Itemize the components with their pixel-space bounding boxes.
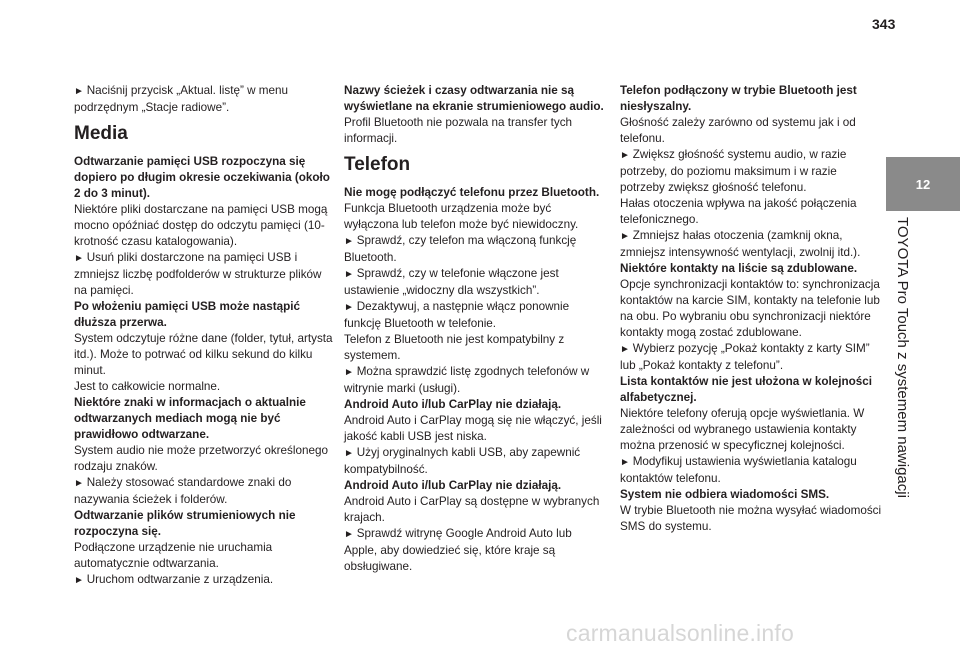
bullet-text: ► Należy stosować standardowe znaki do nazywania ścieżek i folderów. <box>74 475 336 508</box>
column-3 <box>620 83 882 535</box>
question-heading: Nazwy ścieżek i czasy odtwarzania nie są wyświetlane na ekranie strumieniowego audio. <box>344 84 604 113</box>
question-heading: Telefon podłączony w trybie Bluetooth jest niesłyszalny. <box>620 84 857 113</box>
body-text: System audio nie może przetworzyć określonego rodzaju znaków. <box>74 444 328 473</box>
question-heading: Lista kontaktów nie jest ułożona w kolejności alfabetycznej. <box>620 375 872 404</box>
bullet-text: ► Usuń pliki dostarczone na pamięci USB i zmniejsz liczbę podfolderów w strukturze plików na pamięci. <box>74 250 336 299</box>
bullet-text: ► Sprawdź witrynę Google Android Auto lub Apple, aby dowiedzieć się, które kraje są obsługiwane. <box>344 526 606 575</box>
question-heading: Po włożeniu pamięci USB może nastąpić dłuższa przerwa. <box>74 300 301 329</box>
body-text: Funkcja Bluetooth urządzenia może być wyłączona lub telefon może być niewidoczny. <box>344 202 579 231</box>
bullet-text: ► Modyfikuj ustawienia wyświetlania katalogu kontaktów telefonu. <box>620 454 882 487</box>
question-heading: Odtwarzanie plików strumieniowych nie rozpoczyna się. <box>74 509 296 538</box>
body-text: Niektóre pliki dostarczane na pamięci USB mogą mocno opóźniać dostęp do odczytu pamięci (10-krotność czasu katalogowania). <box>74 203 328 248</box>
question-heading: Niektóre kontakty na liście są zdublowane. <box>620 262 858 275</box>
bullet-text: ► Sprawdź, czy w telefonie włączone jest ustawienie „widoczny dla wszystkich”. <box>344 266 606 299</box>
question-heading: Android Auto i/lub CarPlay nie działają. <box>344 479 562 492</box>
bullet-text: ► Dezaktywuj, a następnie włącz ponownie funkcję Bluetooth w telefonie. <box>344 299 606 332</box>
bullet-text: ► Zwiększ głośność systemu audio, w razie potrzeby, do poziomu maksimum i w razie potrzeby zwiększ głośność telefonu. <box>620 147 882 196</box>
bullet-text: ► Użyj oryginalnych kabli USB, aby zapewnić kompatybilność. <box>344 445 606 478</box>
watermark: carmanualsonline.info <box>566 620 794 646</box>
body-text: Niektóre telefony oferują opcje wyświetlania. W zależności od wybranego ustawienia kontakty można przenosić w specyficznej kolejności. <box>620 407 865 452</box>
body-text: System odczytuje różne dane (folder, tytuł, artysta itd.). Może to potrwać od kilku sekund do kilku minut. <box>74 332 333 377</box>
question-heading: Odtwarzanie pamięci USB rozpoczyna się dopiero po długim okresie oczekiwania (około 2 do 3 minut). <box>74 155 330 200</box>
body-text: Android Auto i CarPlay są dostępne w wybranych krajach. <box>344 495 600 524</box>
body-text: Android Auto i CarPlay mogą się nie włączyć, jeśli jakość kabli USB jest niska. <box>344 414 602 443</box>
question-heading: Android Auto i/lub CarPlay nie działają. <box>344 398 562 411</box>
column-1 <box>74 83 336 589</box>
chapter-number: 12 <box>915 176 931 192</box>
section-heading-media: Media <box>74 123 128 144</box>
chapter-tab <box>886 157 960 211</box>
bullet-text: ► Uruchom odtwarzanie z urządzenia. <box>74 572 336 589</box>
bullet-text: ► Sprawdź, czy telefon ma włączoną funkcję Bluetooth. <box>344 233 606 266</box>
question-heading: Nie mogę podłączyć telefonu przez Bluetooth. <box>344 186 600 199</box>
bullet-text: ► Można sprawdzić listę zgodnych telefonów w witrynie marki (usługi). <box>344 364 606 397</box>
bullet-text: ► Naciśnij przycisk „Aktual. listę” w menu podrzędnym „Stacje radiowe”. <box>74 83 336 116</box>
body-text: Profil Bluetooth nie pozwala na transfer tych informacji. <box>344 116 573 145</box>
body-text: Telefon z Bluetooth nie jest kompatybilny z systemem. <box>344 333 565 362</box>
body-text: Hałas otoczenia wpływa na jakość połączenia telefonicznego. <box>620 197 857 226</box>
question-heading: System nie odbiera wiadomości SMS. <box>620 488 830 501</box>
bullet-text: ► Zmniejsz hałas otoczenia (zamknij okna, zmniejsz intensywność wentylacji, zwolnij itd.). <box>620 228 882 261</box>
body-text: Jest to całkowicie normalne. <box>74 380 221 393</box>
body-text: Głośność zależy zarówno od systemu jak i od telefonu. <box>620 116 856 145</box>
body-text: Opcje synchronizacji kontaktów to: synchronizacja kontaktów na karcie SIM, kontakty na telefonie lub na obu. Po wybraniu obu synchronizacji niektóre kontakty mogą zostać zdublowane. <box>620 278 880 339</box>
body-text: Podłączone urządzenie nie uruchamia automatycznie odtwarzania. <box>74 541 273 570</box>
body-text: W trybie Bluetooth nie można wysyłać wiadomości SMS do systemu. <box>620 504 882 533</box>
question-heading: Niektóre znaki w informacjach o aktualnie odtwarzanych mediach mogą nie być prawidłowo odtwarzane. <box>74 396 306 441</box>
chapter-title: TOYOTA Pro Touch z systemem nawigacji <box>894 217 911 498</box>
section-heading-telefon: Telefon <box>344 154 411 175</box>
column-2 <box>344 83 606 575</box>
page-number: 343 <box>872 16 896 32</box>
bullet-text: ► Wybierz pozycję „Pokaż kontakty z karty SIM” lub „Pokaż kontakty z telefonu”. <box>620 341 882 374</box>
